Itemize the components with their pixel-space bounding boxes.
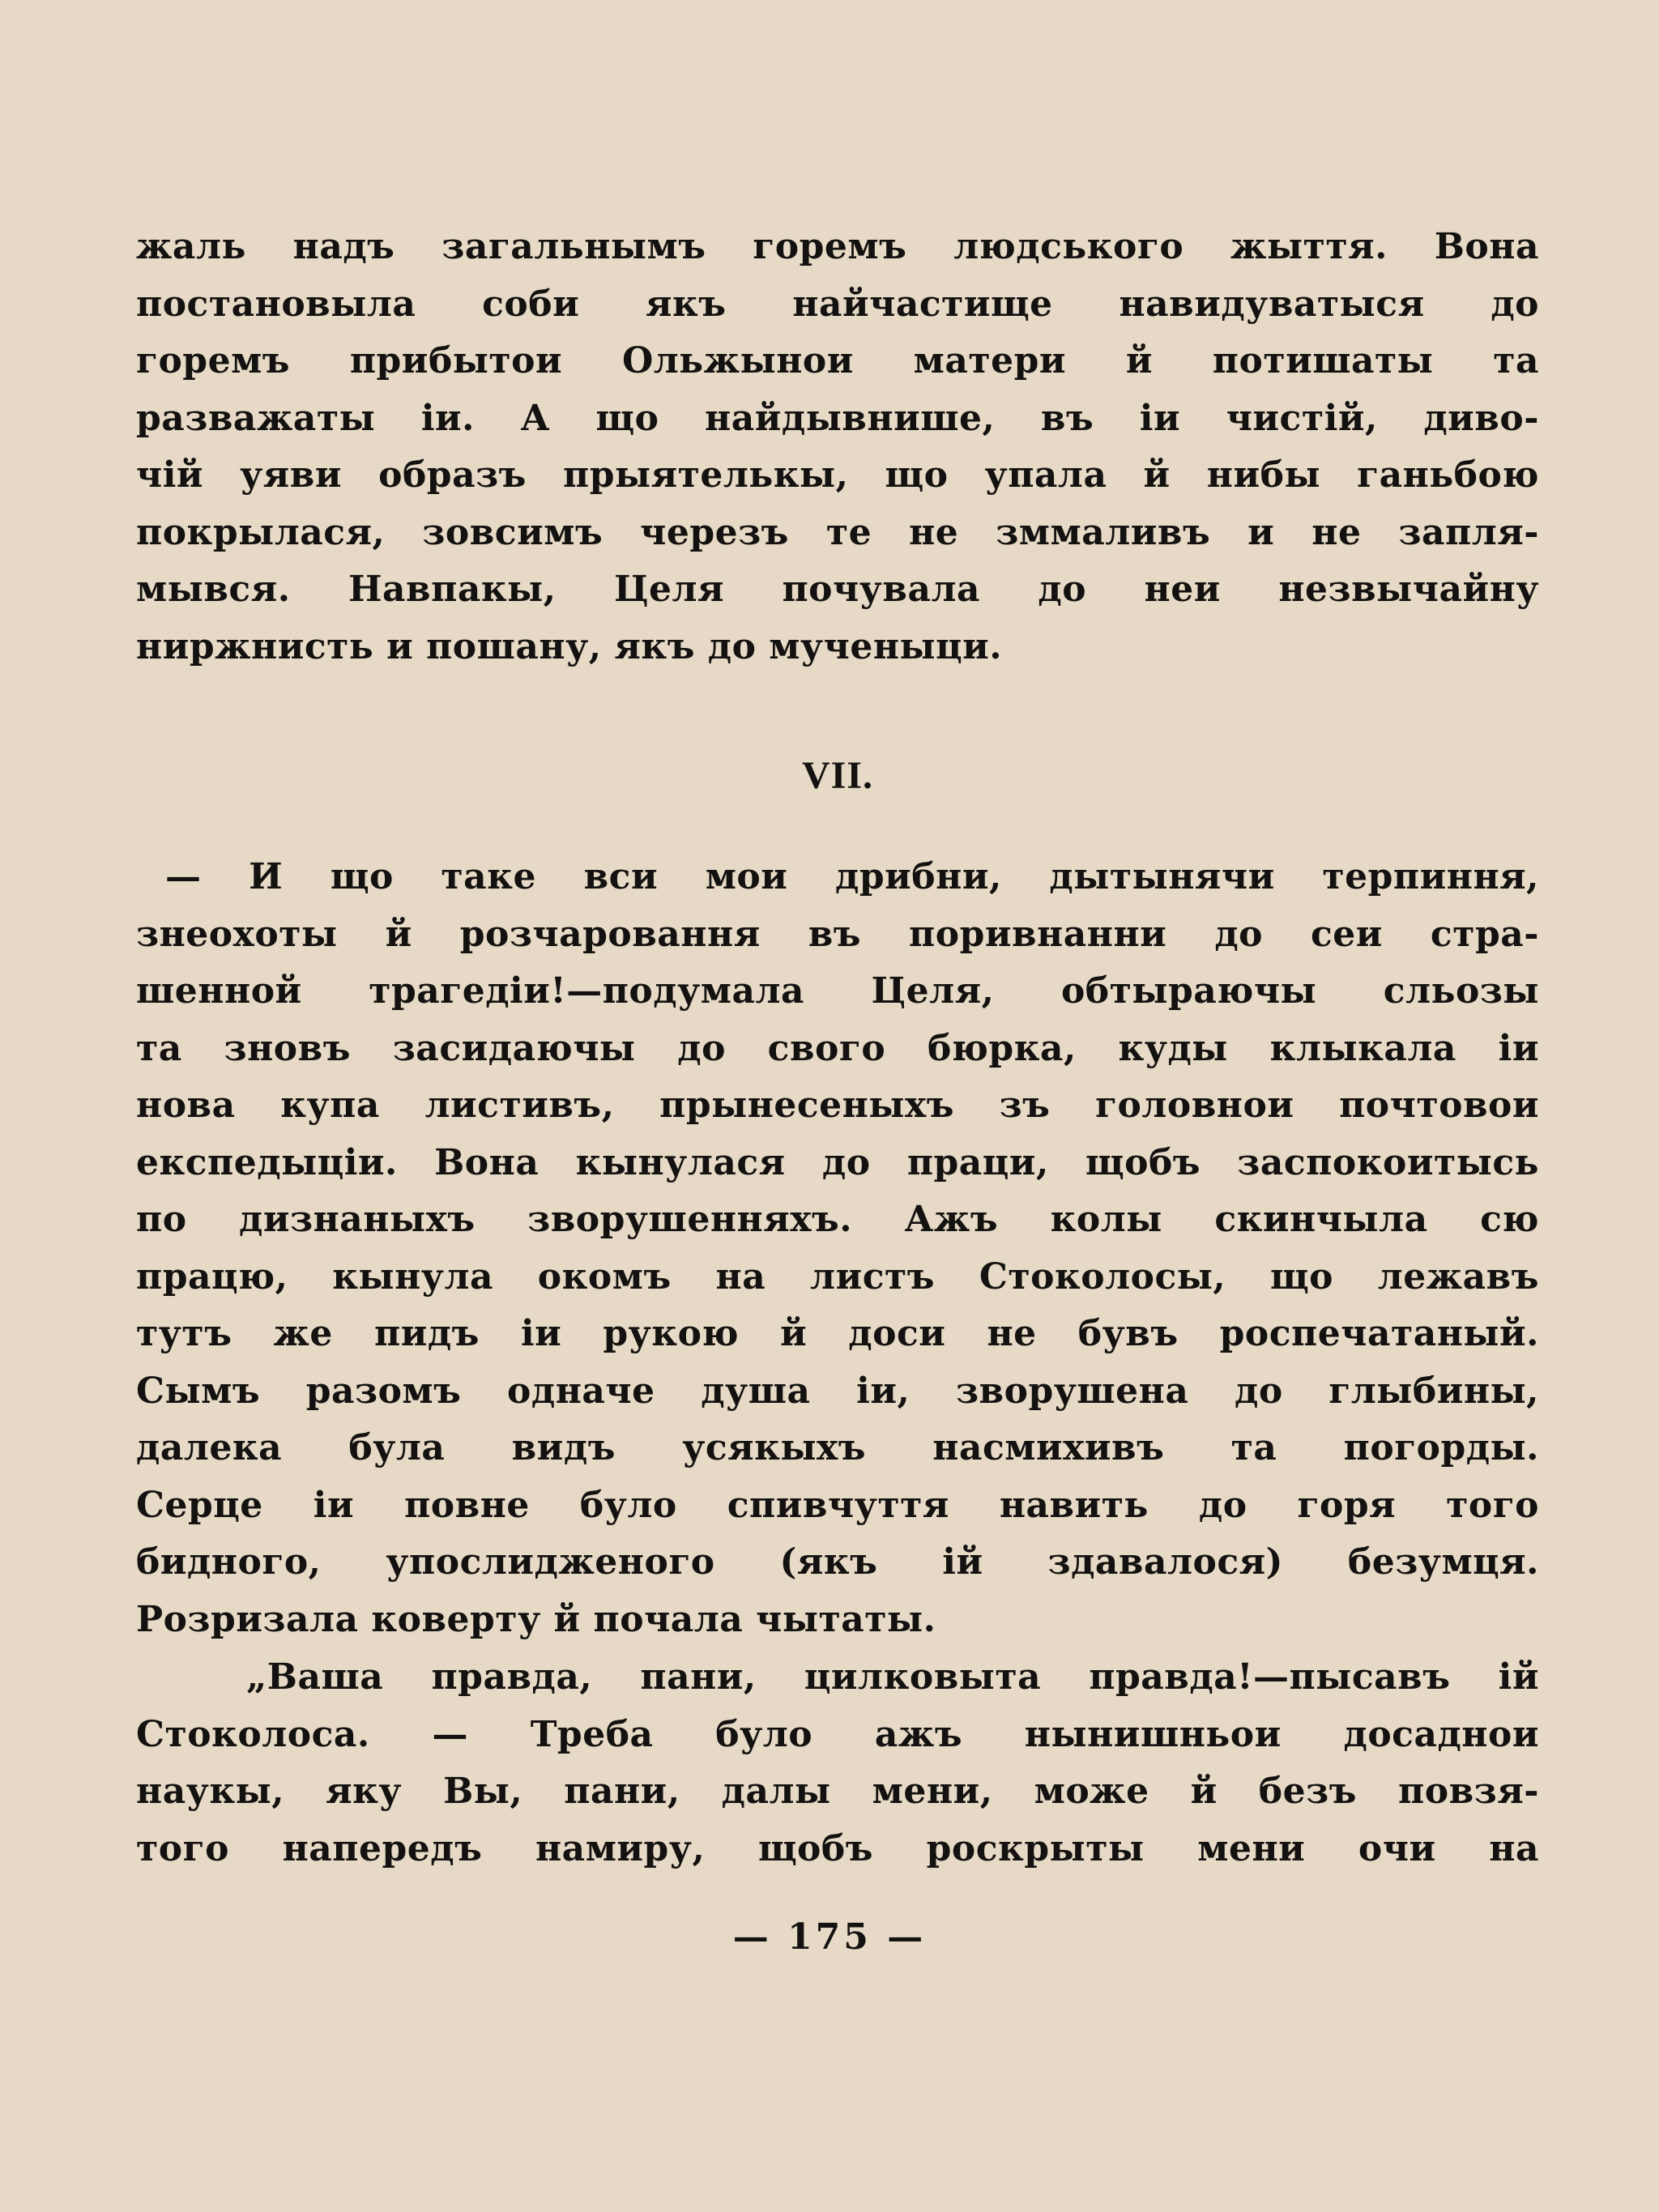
text-line: наукы, яку Вы, пани, далы мени, може й безъ повзя-: [136, 1771, 1539, 1812]
text-line: покрылася, зовсимъ черезъ те не зммаливъ и не запля-: [136, 511, 1539, 553]
text-line: та зновъ засидаючы до свого бюрка, куды клыкала іи: [136, 1027, 1539, 1069]
text-line: горемъ прибытои Ольжынои матери й потишаты та: [136, 340, 1539, 381]
text-line: ниржнисть и пошану, якъ до мученыци.: [136, 625, 1003, 667]
text-line: разважаты іи. А що найдывнише, въ іи чистій, диво-: [136, 397, 1539, 439]
text-line: постановыла соби якъ найчастище навидуватыся до: [136, 283, 1539, 325]
text-line: того напередъ намиру, щобъ роскрыты мени очи на: [136, 1827, 1539, 1869]
page-body: [136, 219, 1539, 1869]
text-line: експедыціи. Вона кынулася до праци, щобъ заспокоитысь: [136, 1141, 1539, 1183]
chapter-heading: VII.: [801, 754, 874, 797]
text-line: Розризала коверту й почала чытаты.: [136, 1598, 936, 1640]
text-line: „Ваша правда, пани, цилковыта правда!—пысавъ ій: [246, 1656, 1539, 1698]
text-line: бидного, упослидженого (якъ ій здавалося) безумця.: [136, 1541, 1539, 1583]
paragraph-1: [136, 219, 1539, 676]
text-line: нова купа листивъ, прынесеныхъ зъ головнои почтовои: [136, 1085, 1539, 1126]
text-line: Серце іи повне було спивчуття навить до горя того: [136, 1484, 1539, 1526]
text-line: шенной трагедіи!—подумала Целя, обтыраючы сльозы: [136, 970, 1539, 1012]
text-line: мывся. Навпакы, Целя почувала до неи незвычайну: [136, 569, 1539, 610]
text-line: жаль надъ загальнымъ горемъ людського жыття. Вона: [136, 226, 1539, 267]
paragraph-3: [136, 1649, 1539, 1877]
page-number: — 175 —: [732, 1916, 927, 1958]
text-line: далека була видъ усякыхъ насмихивъ та погорды.: [136, 1427, 1539, 1468]
text-line: працю, кынула окомъ на листъ Стоколосы, що лежавъ: [136, 1255, 1539, 1298]
text-line: Стоколоса. — Треба було ажъ нынишньои досаднои: [136, 1713, 1539, 1755]
text-line: тутъ же пидъ іи рукою й доси не бувъ роспечатаный.: [136, 1313, 1539, 1354]
text-line: знеохоты й розчаровання въ поривнанни до сеи стра-: [136, 913, 1539, 955]
text-line: Сымъ разомъ одначе душа іи, зворушена до глыбины,: [136, 1370, 1539, 1412]
text-line: чій уяви образъ прыятелькы, що упала й нибы ганьбою: [136, 454, 1539, 496]
paragraph-2: [136, 849, 1539, 1648]
text-line: по дизнаныхъ зворушенняхъ. Ажъ колы скинчыла сю: [136, 1199, 1539, 1240]
text-line: — И що таке вси мои дрибни, дытынячи терпиння,: [165, 856, 1539, 897]
